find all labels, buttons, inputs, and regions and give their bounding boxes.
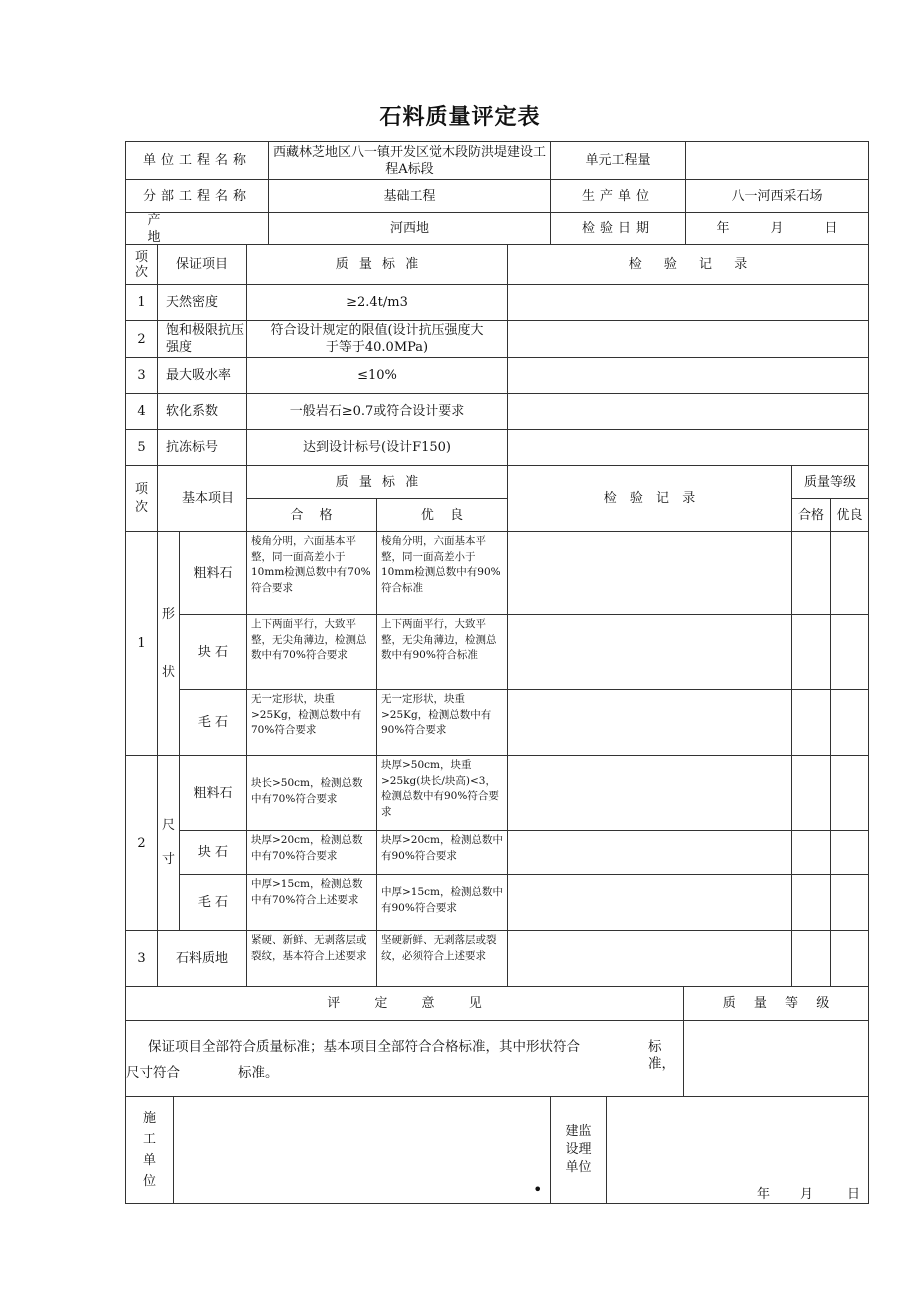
opinion-tail1: 标准， [648, 1039, 675, 1072]
guarantee-no: 1 [125, 284, 158, 321]
basic-item-good: 上下两面平行，大致平整，无尖角薄边，检测总数中有90%符合标准 [376, 614, 508, 690]
evaluation-grade-label: 质 量 等 级 [683, 986, 869, 1021]
supervision-unit-label: 建监设理单位 [550, 1096, 607, 1204]
sub-project-value: 基础工程 [268, 179, 551, 213]
date-day: 日 [824, 221, 838, 236]
basic-item-record[interactable] [507, 830, 792, 875]
basic-item-grade-pass[interactable] [791, 755, 831, 831]
element-quantity-value[interactable] [685, 141, 869, 180]
basic-item-name: 毛 石 [179, 689, 247, 756]
evaluation-opinion-label: 评 定 意 见 [125, 986, 684, 1021]
basic-col-pass: 合 格 [246, 498, 377, 532]
guarantee-standard: ≤10% [246, 357, 508, 394]
basic-col-good: 优 良 [376, 498, 508, 532]
guarantee-name: 天然密度 [157, 284, 247, 321]
opinion-line1: 保证项目全部符合质量标准；基本项目全部符合合格标准，其中形状符合 [148, 1039, 580, 1055]
evaluation-opinion-body [125, 1020, 684, 1097]
basic-item-record[interactable] [507, 689, 792, 756]
guarantee-record[interactable] [507, 284, 869, 321]
guarantee-col-record: 检 验 记 录 [507, 244, 869, 285]
guarantee-name: 抗冻标号 [157, 429, 247, 466]
origin-value: 河西地 [268, 212, 551, 245]
construction-unit-label: 施工单位 [125, 1096, 174, 1204]
element-quantity-label: 单元工程量 [550, 141, 686, 180]
basic-item-grade-pass[interactable] [791, 614, 831, 690]
inspect-date-value[interactable] [685, 212, 869, 245]
opinion-line2: 尺寸符合 [126, 1065, 180, 1081]
basic-item-record[interactable] [507, 930, 792, 987]
basic-item-good: 棱角分明，六面基本平整，同一面高差小于10mm检测总数中有90%符合标准 [376, 531, 508, 615]
basic-item-pass: 中厚>15cm，检测总数中有70%符合上述要求 [246, 874, 377, 931]
basic-item-name: 粗料石 [179, 531, 247, 615]
producer-label: 生产单位 [550, 179, 686, 213]
basic-item-pass: 块长>50cm，检测总数中有70%符合要求 [246, 755, 377, 831]
basic-item-pass: 上下两面平行，大致平整，无尖角薄边，检测总数中有70%符合要求 [246, 614, 377, 690]
guarantee-no: 3 [125, 357, 158, 394]
guarantee-col-name: 保证项目 [157, 244, 247, 285]
basic-item-grade-good[interactable] [830, 830, 869, 875]
basic-item-pass: 棱角分明，六面基本平整，同一面高差小于10mm检测总数中有70%符合要求 [246, 531, 377, 615]
guarantee-col-item: 项次 [125, 244, 158, 285]
supervision-unit-signature[interactable] [606, 1096, 869, 1204]
opinion-tail2: 标准。 [238, 1065, 279, 1081]
basic-col-grade-pass: 合格 [791, 498, 831, 532]
basic-item-good: 中厚>15cm，检测总数中有90%符合要求 [376, 874, 508, 931]
unit-project-label: 单位工程名称 [125, 141, 269, 180]
inspect-date-label: 检验日期 [550, 212, 686, 245]
unit-project-value: 西藏林芝地区八一镇开发区觉木段防洪堤建设工程A标段 [268, 141, 551, 180]
guarantee-record[interactable] [507, 320, 869, 358]
guarantee-record[interactable] [507, 393, 869, 430]
basic-item-name: 粗料石 [179, 755, 247, 831]
basic-col-item: 项次 [125, 465, 158, 532]
guarantee-record[interactable] [507, 357, 869, 394]
guarantee-name: 饱和极限抗压强度 [157, 320, 247, 358]
guarantee-name: 最大吸水率 [157, 357, 247, 394]
basic-item-good: 块厚>50cm，块重>25kg(块长/块高)<3，检测总数中有90%符合要求 [376, 755, 508, 831]
basic-item-grade-pass[interactable] [791, 531, 831, 615]
basic-group-no: 3 [125, 930, 158, 987]
basic-item-good: 坚硬新鲜、无剥落层或裂纹，必须符合上述要求 [376, 930, 508, 987]
date-month: 月 [770, 221, 784, 236]
guarantee-col-standard: 质 量 标 准 [246, 244, 508, 285]
basic-item-name: 毛 石 [179, 874, 247, 931]
construction-unit-signature[interactable] [173, 1096, 551, 1204]
basic-item-grade-good[interactable] [830, 614, 869, 690]
basic-item-name: 石料质地 [157, 930, 247, 987]
basic-item-good: 块厚>20cm，检测总数中有90%符合要求 [376, 830, 508, 875]
page-title: 石料质量评定表 [379, 104, 541, 130]
basic-item-grade-good[interactable] [830, 930, 869, 987]
basic-item-pass: 无一定形状，块重>25Kg，检测总数中有70%符合要求 [246, 689, 377, 756]
basic-item-pass: 紧硬、新鲜、无剥落层或裂纹，基本符合上述要求 [246, 930, 377, 987]
guarantee-no: 4 [125, 393, 158, 430]
signature-day: 日 [847, 1187, 861, 1202]
basic-item-grade-good[interactable] [830, 531, 869, 615]
basic-group-category: 形状 [157, 531, 180, 756]
guarantee-no: 2 [125, 320, 158, 358]
guarantee-standard: ≥2.4t/m3 [246, 284, 508, 321]
basic-item-pass: 块厚>20cm，检测总数中有70%符合要求 [246, 830, 377, 875]
origin-label: 产地 [125, 212, 269, 245]
producer-value: 八一河西采石场 [685, 179, 869, 213]
basic-item-grade-good[interactable] [830, 689, 869, 756]
evaluation-grade-value[interactable] [683, 1020, 869, 1097]
basic-item-grade-pass[interactable] [791, 874, 831, 931]
basic-item-grade-pass[interactable] [791, 830, 831, 875]
basic-item-record[interactable] [507, 614, 792, 690]
basic-group-category: 尺寸 [157, 755, 180, 931]
guarantee-record[interactable] [507, 429, 869, 466]
guarantee-standard: 符合设计规定的限值(设计抗压强度大于等于40.0MPa) [246, 320, 508, 358]
basic-item-record[interactable] [507, 874, 792, 931]
basic-col-record: 检 验 记 录 [507, 465, 792, 532]
basic-item-grade-good[interactable] [830, 874, 869, 931]
guarantee-no: 5 [125, 429, 158, 466]
sub-project-label: 分部工程名称 [125, 179, 269, 213]
basic-group-no: 1 [125, 531, 158, 756]
basic-item-record[interactable] [507, 531, 792, 615]
guarantee-standard: 一般岩石≥0.7或符合设计要求 [246, 393, 508, 430]
guarantee-standard: 达到设计标号(设计F150) [246, 429, 508, 466]
signature-dot: • [533, 1180, 543, 1199]
basic-item-grade-pass[interactable] [791, 689, 831, 756]
basic-item-record[interactable] [507, 755, 792, 831]
basic-item-grade-good[interactable] [830, 755, 869, 831]
basic-col-grade-good: 优良 [830, 498, 869, 532]
basic-item-good: 无一定形状，块重>25Kg，检测总数中有90%符合要求 [376, 689, 508, 756]
basic-group-no: 2 [125, 755, 158, 931]
basic-item-name: 块 石 [179, 614, 247, 690]
date-year: 年 [716, 221, 730, 236]
basic-item-grade-pass[interactable] [791, 930, 831, 987]
basic-item-name: 块 石 [179, 830, 247, 875]
basic-col-name: 基本项目 [157, 465, 247, 532]
signature-month: 月 [800, 1187, 814, 1202]
signature-year: 年 [757, 1187, 771, 1202]
guarantee-name: 软化系数 [157, 393, 247, 430]
basic-col-standard: 质 量 标 准 [246, 465, 508, 499]
basic-col-grade: 质量等级 [791, 465, 869, 499]
